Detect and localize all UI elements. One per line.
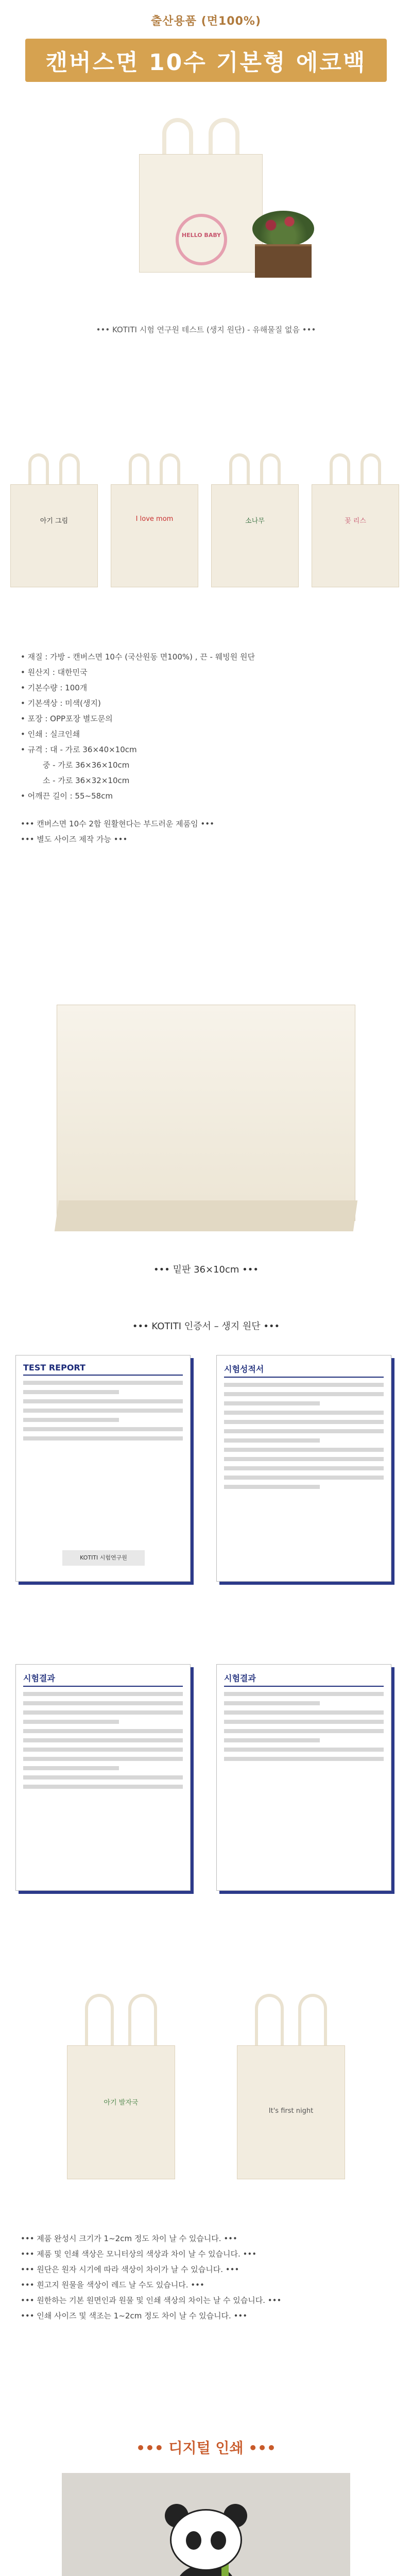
spec-item: 소 - 가로 36×32×10cm [21, 776, 130, 785]
pair-bag-2 [237, 1994, 345, 2179]
panda-eye [186, 2531, 201, 2550]
note-item: ••• 인쇄 사이즈 및 색조는 1~2cm 정도 차이 날 수 있습니다. ••• [21, 2311, 248, 2320]
spec-list [0, 634, 412, 974]
cert-doc-2 [216, 1355, 391, 1582]
gallery-bag-1 [10, 453, 98, 587]
gallery-bag-4 [312, 453, 399, 587]
note-item: ••• 원단은 원자 시기에 따라 색상이 차이가 날 수 있습니다. ••• [21, 2265, 239, 2274]
flowers [252, 211, 314, 247]
cert-doc-4 [216, 1664, 391, 1891]
spec-item: • 재질 : 가방 - 캔버스면 10수 (국산원동 면100%) , 끈 - 웨빙원 원단 [21, 652, 255, 662]
hero-image [0, 97, 412, 365]
bag-handle-right [128, 1994, 157, 2050]
notes-list [0, 2231, 412, 2416]
doc-heading: TEST REPORT [23, 1363, 183, 1376]
spec-extra: ••• 별도 사이즈 제작 가능 ••• [21, 835, 128, 844]
digital-print-header [0, 2416, 412, 2473]
gallery-print-1: 아기 그림 [40, 517, 68, 525]
bag-body [312, 484, 399, 587]
spec-item: • 포장 : OPP포장 별도문의 [21, 714, 113, 723]
print-sample-pair [0, 1963, 412, 2231]
gallery-print-4: 꽃 리스 [345, 517, 366, 525]
gallery-print-3: 소나무 [245, 517, 265, 525]
note-item: ••• 제품 완성시 크기가 1~2cm 정도 차이 날 수 있습니다. ••• [21, 2234, 237, 2243]
bag-handle-right [298, 1994, 327, 2050]
cert-doc-1 [15, 1355, 191, 1582]
panda-print-photo [62, 2473, 350, 2576]
bag-bottom-photo [57, 1005, 355, 1221]
digital-print-label: ••• 디지털 인쇄 ••• [136, 2439, 276, 2456]
spec-item: • 기본수량 : 100개 [21, 683, 88, 692]
spec-extra: ••• 캔버스면 10수 2합 원활현다는 부드러운 제품임 ••• [21, 819, 214, 828]
spec-item: • 기본색상 : 미색(생지) [21, 699, 101, 708]
hero-eyebrow: 출산용품 (면100%) [151, 15, 261, 28]
bag-body [67, 2045, 175, 2179]
base-section [0, 974, 412, 1314]
doc-badge: KOTITI 시험연구원 [62, 1550, 145, 1566]
pair-bag-1 [67, 1994, 175, 2179]
bag-body [10, 484, 98, 587]
wooden-box [255, 244, 312, 278]
doc-heading: 시험성적서 [224, 1363, 384, 1378]
note-item: ••• 흰고지 원물을 색상이 레드 날 수도 있습니다. ••• [21, 2280, 204, 2290]
hero-title: 캔버스면 10수 기본형 에코백 [25, 39, 387, 82]
bag-body [211, 484, 299, 587]
gallery-print-2: I love mom [135, 515, 174, 523]
panda-head [170, 2509, 242, 2571]
gallery-bag-3 [211, 453, 299, 587]
bag-handle-left [85, 1994, 114, 2050]
spec-item: • 인쇄 : 실크인쇄 [21, 730, 80, 739]
note-item: ••• 제품 및 인쇄 색상은 모니터상의 색상과 차이 날 수 있습니다. ••• [21, 2249, 257, 2259]
panda-illustration [160, 2509, 252, 2576]
spec-item: 중 - 가로 36×36×10cm [21, 760, 130, 770]
hero-section [0, 0, 412, 392]
wreath-print [176, 214, 227, 265]
gallery-bag-2 [111, 453, 198, 587]
panda-eye [211, 2531, 226, 2550]
cert-title: ••• KOTITI 인증서 – 생지 원단 ••• [132, 1321, 280, 1332]
spec-item: • 규격 : 대 - 가로 36×40×10cm [21, 745, 137, 754]
flower-pot-decoration [247, 211, 319, 278]
bag-body [139, 154, 263, 273]
doc-heading: 시험결과 [224, 1672, 384, 1687]
pair-print-1: 아기 발자국 [104, 2099, 139, 2107]
pair-print-2: It's first night [268, 2107, 314, 2115]
bag-handle-left [255, 1994, 284, 2050]
spec-item: • 원산지 : 대한민국 [21, 668, 88, 677]
tote-bag-main [139, 118, 263, 273]
base-caption: ••• 밑판 36×10cm ••• [153, 1264, 259, 1275]
design-gallery [0, 392, 412, 634]
spec-item: • 어깨끈 길이 : 55~58cm [21, 791, 113, 801]
doc-heading: 시험결과 [23, 1672, 183, 1687]
cert-doc-3 [15, 1664, 191, 1891]
hero-caption: ••• KOTITI 시험 연구원 테스트 (생지 원단) - 유해물질 없음 ••• [96, 325, 316, 334]
bag-gusset [55, 1200, 357, 1231]
cert-grid [0, 1345, 412, 1963]
wreath-print-text: HELLO BABY [181, 232, 221, 239]
note-item: ••• 원한하는 기본 원면인과 원물 및 인쇄 색상의 차이는 날 수 있습니다. ••• [21, 2296, 282, 2305]
bag-body [111, 484, 198, 587]
